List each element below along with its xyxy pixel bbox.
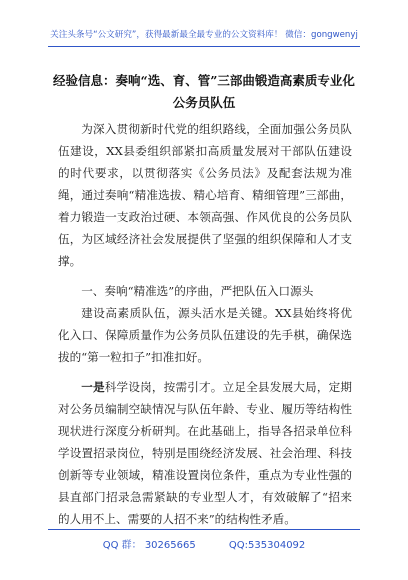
document-title-line1: 经验信息：奏响“选、育、管”三部曲锻造高素质专业化 [53,73,355,88]
footer-qq-group: QQ 群： 30265665 [102,540,196,551]
section-point-paragraph [58,376,352,530]
point-text: 科学设岗，按需引才。立足全县发展大局，定期对公务员编制空缺情况与队伍年龄、专业、履历等结构性现状进行深度分析研判。在此基础上，指导各招录单位科学设置招录岗位，特别是围绕经济发展、社会治理、科技创新等专业领域，精准设置岗位条件，重点为专业性强的县直部门招录急需紧缺的专业型人才，有效破解了“招来的人用不上、需要的人招不来”的结构性矛盾。 [58,380,352,526]
document-title-line2: 公务员队伍 [172,95,236,110]
intro-paragraph: 为深入贯彻新时代党的组织路线，全面加强公务员队伍建设，XX县委组织部紧扣高质量发展对干部队伍建设的时代要求，以贯彻落实《公务员法》及配套法规为准绳，通过奏响“精准选拔、精心培育、精细管理”三部曲，着力锻造一支政治过硬、本领高强、作风优良的公务员队伍，为区域经济社会发展提供了坚强的组织保障和人才支撑。 [58,122,352,268]
header-banner: 关注头条号“公文研究”，获得最新最全最专业的公文资料库！ 微信：gongwenyj [50,30,358,40]
document-body [58,118,352,530]
document-title [40,70,368,114]
point-lead: 一是 [81,380,105,394]
footer-divider [48,529,360,530]
section-heading: 一、奏响“精准选”的序曲，严把队伍入口源头 [81,284,314,298]
header-divider [48,46,360,47]
section-paragraph: 建设高素质队伍，源头活水是关键。XX县始终将优化入口、保障质量作为公务员队伍建设的先手棋，确保选拔的“第一粒扣子”扣准扣好。 [58,306,352,364]
footer [0,536,408,551]
footer-qq-number: QQ:535304092 [228,540,306,551]
